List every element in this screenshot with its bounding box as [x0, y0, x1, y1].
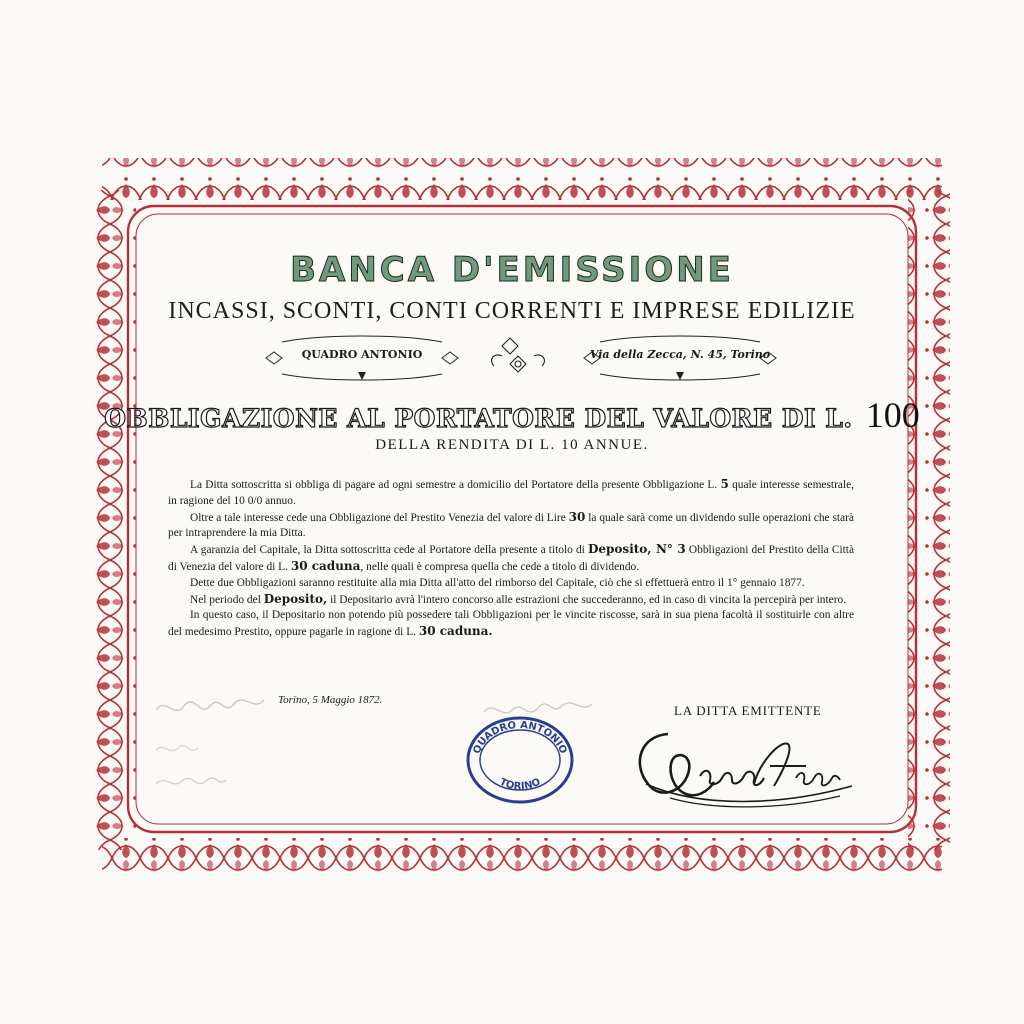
face-value: 100 [865, 395, 920, 435]
firm-name: QUADRO ANTONIO [301, 348, 423, 361]
place-date: Torino, 5 Maggio 1872. [278, 694, 383, 706]
bank-name: BANCA D'EMISSIONE [290, 250, 734, 290]
company-stamp [464, 712, 576, 808]
obligation-text: OBBLIGAZIONE AL PORTATORE DEL VALORE DI L. [104, 404, 853, 433]
svg-text:TORINO [498, 777, 543, 793]
terms-paragraph: Oltre a tale interesse cede una Obbligazione del Prestito Venezia del valore di Lire 30 la quale sarà come un dividendo sulle operazioni che starà per intraprendere la mia Ditta. [168, 509, 854, 540]
svg-text:QUADRO ANTONIO [471, 720, 568, 756]
firm-address: Via della Zecca, N. 45, Torino [589, 348, 771, 361]
annual-rendita: DELLA RENDITA DI L. 10 ANNUE. [375, 437, 649, 453]
bank-subtitle: INCASSI, SCONTI, CONTI CORRENTI E IMPRESE EDILIZIE [168, 298, 856, 324]
stamp-top-text: QUADRO ANTONIO [471, 719, 569, 756]
handwritten-signature [630, 722, 860, 812]
stamp-bottom-text: TORINO [497, 776, 543, 793]
obligation-heading [0, 394, 1024, 436]
terms-paragraph: In questo caso, il Depositario non potendo più possedere tali Obbligazioni per le vincite riscosse, sarà in sua piena facoltà il sostituirle con altre del medesimo Prestito, oppure pagarle in ragione di L. 30 caduna. [168, 609, 854, 639]
bond-terms [168, 477, 854, 641]
issuer-label: LA DITTA EMITTENTE [674, 703, 822, 718]
terms-paragraph: Dette due Obbligazioni saranno restituite alla mia Ditta all'atto del rimborso del Capitale, ciò che si effettuerà entro il 1° gennaio 1877. [190, 576, 805, 589]
faint-handwriting [150, 688, 450, 808]
left-cartouche [262, 334, 462, 382]
terms-paragraph: A garanzia del Capitale, la Ditta sottoscritta cede al Portatore della presente a titolo di Deposito, N° 3 Obbligazioni del Prestito della Città di Venezia del valore di L. 30 caduna, nelle quali è compresa quella che cede a titolo di dividendo. [168, 542, 854, 573]
terms-paragraph: Nel periodo del Deposito, il Depositario avrà l'intero concorso alle estrazioni che succederanno, ed in caso di vincita la percepirà per intero. [190, 591, 847, 606]
terms-paragraph: La Ditta sottoscritta si obbliga di pagare ad ogni semestre a domicilio del Portatore della presente Obbligazione L. 5 quale interesse semestrale, in ragione del 10 0/0 annuo. [168, 477, 854, 507]
right-cartouche [580, 334, 780, 382]
